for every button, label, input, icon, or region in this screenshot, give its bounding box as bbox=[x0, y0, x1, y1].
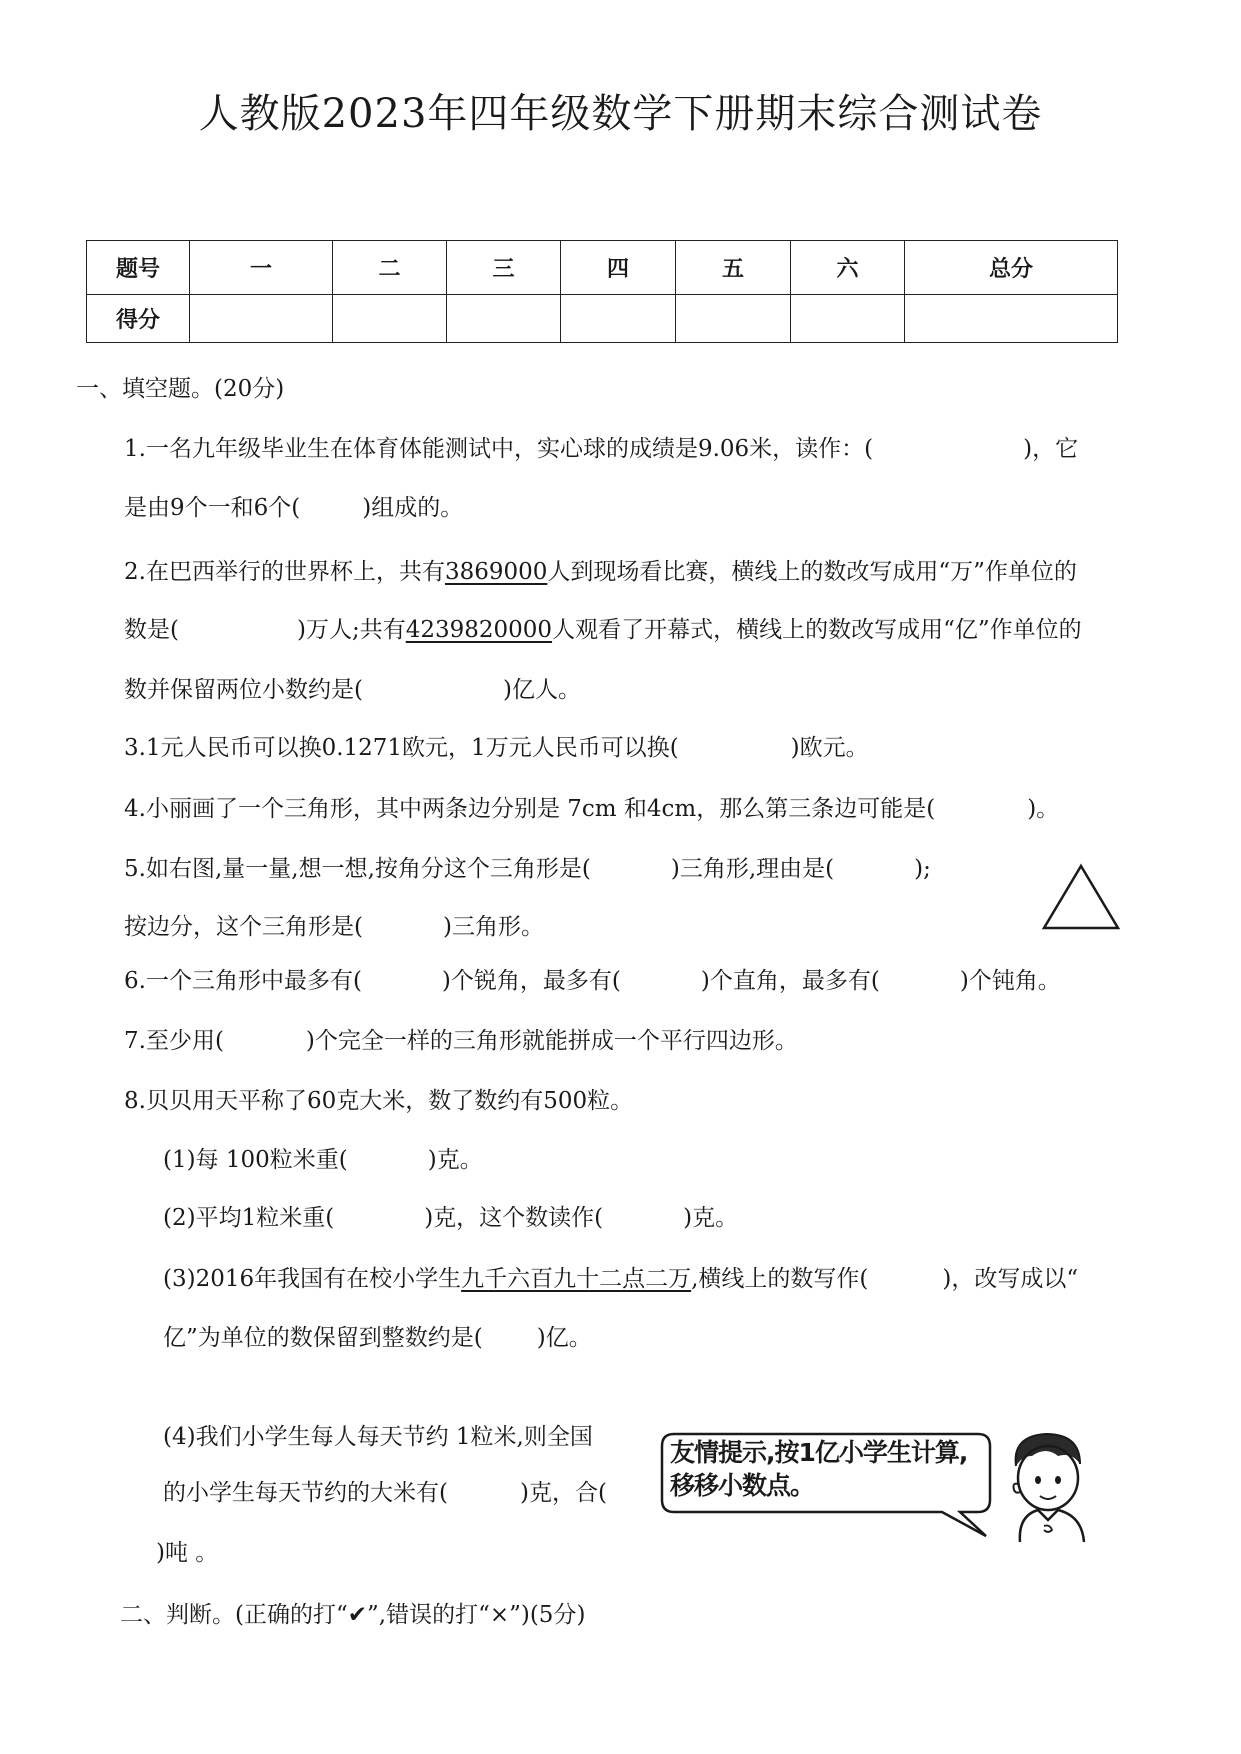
q8-text: )克。 bbox=[427, 1147, 483, 1173]
q8-3-underlined-number: 九千六百九十二点二万 bbox=[461, 1266, 692, 1292]
score-header-cell: 二 bbox=[333, 241, 447, 295]
question-8-part-4-line-3: )吨 。 bbox=[156, 1540, 219, 1566]
score-header-cell: 一 bbox=[190, 241, 333, 295]
score-cell[interactable] bbox=[333, 295, 447, 343]
question-2-line-2 bbox=[124, 611, 1082, 644]
question-8-part-4-line-1: (4)我们小学生每人每天节约 1粒米,则全国 bbox=[163, 1424, 593, 1450]
q8-text: )，改写成以“ bbox=[942, 1266, 1079, 1292]
q1-text: )组成的。 bbox=[362, 495, 464, 521]
score-header-cell: 五 bbox=[676, 241, 791, 295]
q4-text: 4.小丽画了一个三角形，其中两条边分别是 7cm 和4cm，那么第三条边可能是( bbox=[124, 796, 936, 822]
q2-text: 2.在巴西举行的世界杯上，共有 bbox=[124, 559, 445, 585]
question-3 bbox=[124, 729, 869, 762]
page-title: 人教版2023年四年级数学下册期末综合测试卷 bbox=[198, 91, 1043, 137]
q2-text: )万人;共有 bbox=[296, 617, 406, 643]
question-5-line-1 bbox=[124, 850, 931, 883]
q5-text: 按边分，这个三角形是( bbox=[124, 914, 363, 940]
hint-speech-bubble bbox=[660, 1432, 992, 1512]
question-8-intro: 8.贝贝用天平称了60克大米，数了数约有500粒。 bbox=[124, 1088, 634, 1114]
q4-text: )。 bbox=[1027, 796, 1060, 822]
q2-underlined-number: 4239820000 bbox=[405, 617, 553, 643]
q3-text: )欧元。 bbox=[790, 735, 869, 761]
question-2-line-3 bbox=[124, 671, 581, 704]
question-4 bbox=[124, 790, 1059, 823]
hint-text: 友情提示,按1亿小学生计算,移移小数点。 bbox=[670, 1438, 968, 1500]
q7-text: 7.至少用( bbox=[124, 1028, 224, 1054]
q6-text: )个直角，最多有( bbox=[700, 968, 880, 994]
score-header-cell: 题号 bbox=[87, 241, 190, 295]
q2-underlined-number: 3869000 bbox=[444, 559, 548, 585]
score-table-score-row bbox=[87, 295, 1118, 343]
question-8-part-3-line-2 bbox=[163, 1319, 592, 1352]
score-cell[interactable] bbox=[905, 295, 1118, 343]
q2-text: 数是( bbox=[124, 617, 179, 643]
q5-text: ); bbox=[914, 856, 931, 882]
q8-text: )克，合( bbox=[519, 1480, 607, 1506]
score-table-header-row bbox=[87, 241, 1118, 295]
question-8-part-1 bbox=[163, 1141, 483, 1174]
question-8-part-2 bbox=[163, 1199, 738, 1232]
question-5-line-2 bbox=[124, 908, 544, 941]
score-header-cell: 四 bbox=[561, 241, 676, 295]
q2-text: 人观看了开幕式，横线上的数改写成用“亿”作单位的 bbox=[552, 617, 1082, 643]
score-row-label: 得分 bbox=[87, 295, 190, 343]
triangle-figure bbox=[1040, 862, 1122, 932]
q6-text: )个锐角，最多有( bbox=[441, 968, 621, 994]
section-1-heading: 一、填空题。(20分) bbox=[76, 376, 285, 402]
q2-text: )亿人。 bbox=[502, 677, 581, 703]
score-cell[interactable] bbox=[791, 295, 905, 343]
score-cell[interactable] bbox=[561, 295, 676, 343]
q1-text: 是由9个一和6个( bbox=[124, 495, 301, 521]
score-header-cell: 三 bbox=[447, 241, 561, 295]
q8-text: (1)每 100粒米重( bbox=[163, 1147, 348, 1173]
question-8-part-3-line-1 bbox=[163, 1260, 1078, 1293]
q8-text: )克。 bbox=[683, 1205, 739, 1231]
q5-text: )三角形。 bbox=[442, 914, 544, 940]
q8-text: 的小学生每天节约的大米有( bbox=[163, 1480, 448, 1506]
question-6 bbox=[124, 962, 1061, 995]
score-header-cell: 六 bbox=[791, 241, 905, 295]
q1-text: )，它 bbox=[1023, 436, 1079, 462]
q2-text: 数并保留两位小数约是( bbox=[124, 677, 363, 703]
score-header-cell: 总分 bbox=[905, 241, 1118, 295]
score-cell[interactable] bbox=[676, 295, 791, 343]
question-7 bbox=[124, 1022, 798, 1055]
q7-text: )个完全一样的三角形就能拼成一个平行四边形。 bbox=[305, 1028, 798, 1054]
q8-text: 亿”为单位的数保留到整数约是( bbox=[163, 1325, 483, 1351]
q8-text: ,横线上的数写作( bbox=[691, 1266, 869, 1292]
score-table bbox=[86, 240, 1118, 343]
question-1-line-2 bbox=[124, 489, 463, 522]
q2-text: 人到现场看比赛，横线上的数改写成用“万”作单位的 bbox=[547, 559, 1077, 585]
q1-text: 1.一名九年级毕业生在体育体能测试中，实心球的成绩是9.06米，读作：( bbox=[124, 436, 874, 462]
question-2-line-1 bbox=[124, 553, 1077, 586]
q8-text: )亿。 bbox=[536, 1325, 592, 1351]
q6-text: 6.一个三角形中最多有( bbox=[124, 968, 362, 994]
section-2-heading: 二、判断。(正确的打“✔”,错误的打“×”)(5分) bbox=[120, 1602, 586, 1628]
q5-text: 5.如右图,量一量,想一想,按角分这个三角形是( bbox=[124, 856, 591, 882]
score-cell[interactable] bbox=[447, 295, 561, 343]
q6-text: )个钝角。 bbox=[959, 968, 1061, 994]
score-cell[interactable] bbox=[190, 295, 333, 343]
q3-text: 3.1元人民币可以换0.1271欧元，1万元人民币可以换( bbox=[124, 735, 679, 761]
q8-text: )克，这个数读作( bbox=[424, 1205, 604, 1231]
question-8-part-4-line-2 bbox=[163, 1474, 607, 1507]
boy-illustration bbox=[1002, 1430, 1094, 1548]
q5-text: )三角形,理由是( bbox=[670, 856, 835, 882]
question-1-line-1 bbox=[124, 430, 1078, 463]
q8-text: (2)平均1粒米重( bbox=[163, 1205, 335, 1231]
q8-text: (3)2016年我国有在校小学生 bbox=[163, 1266, 462, 1292]
